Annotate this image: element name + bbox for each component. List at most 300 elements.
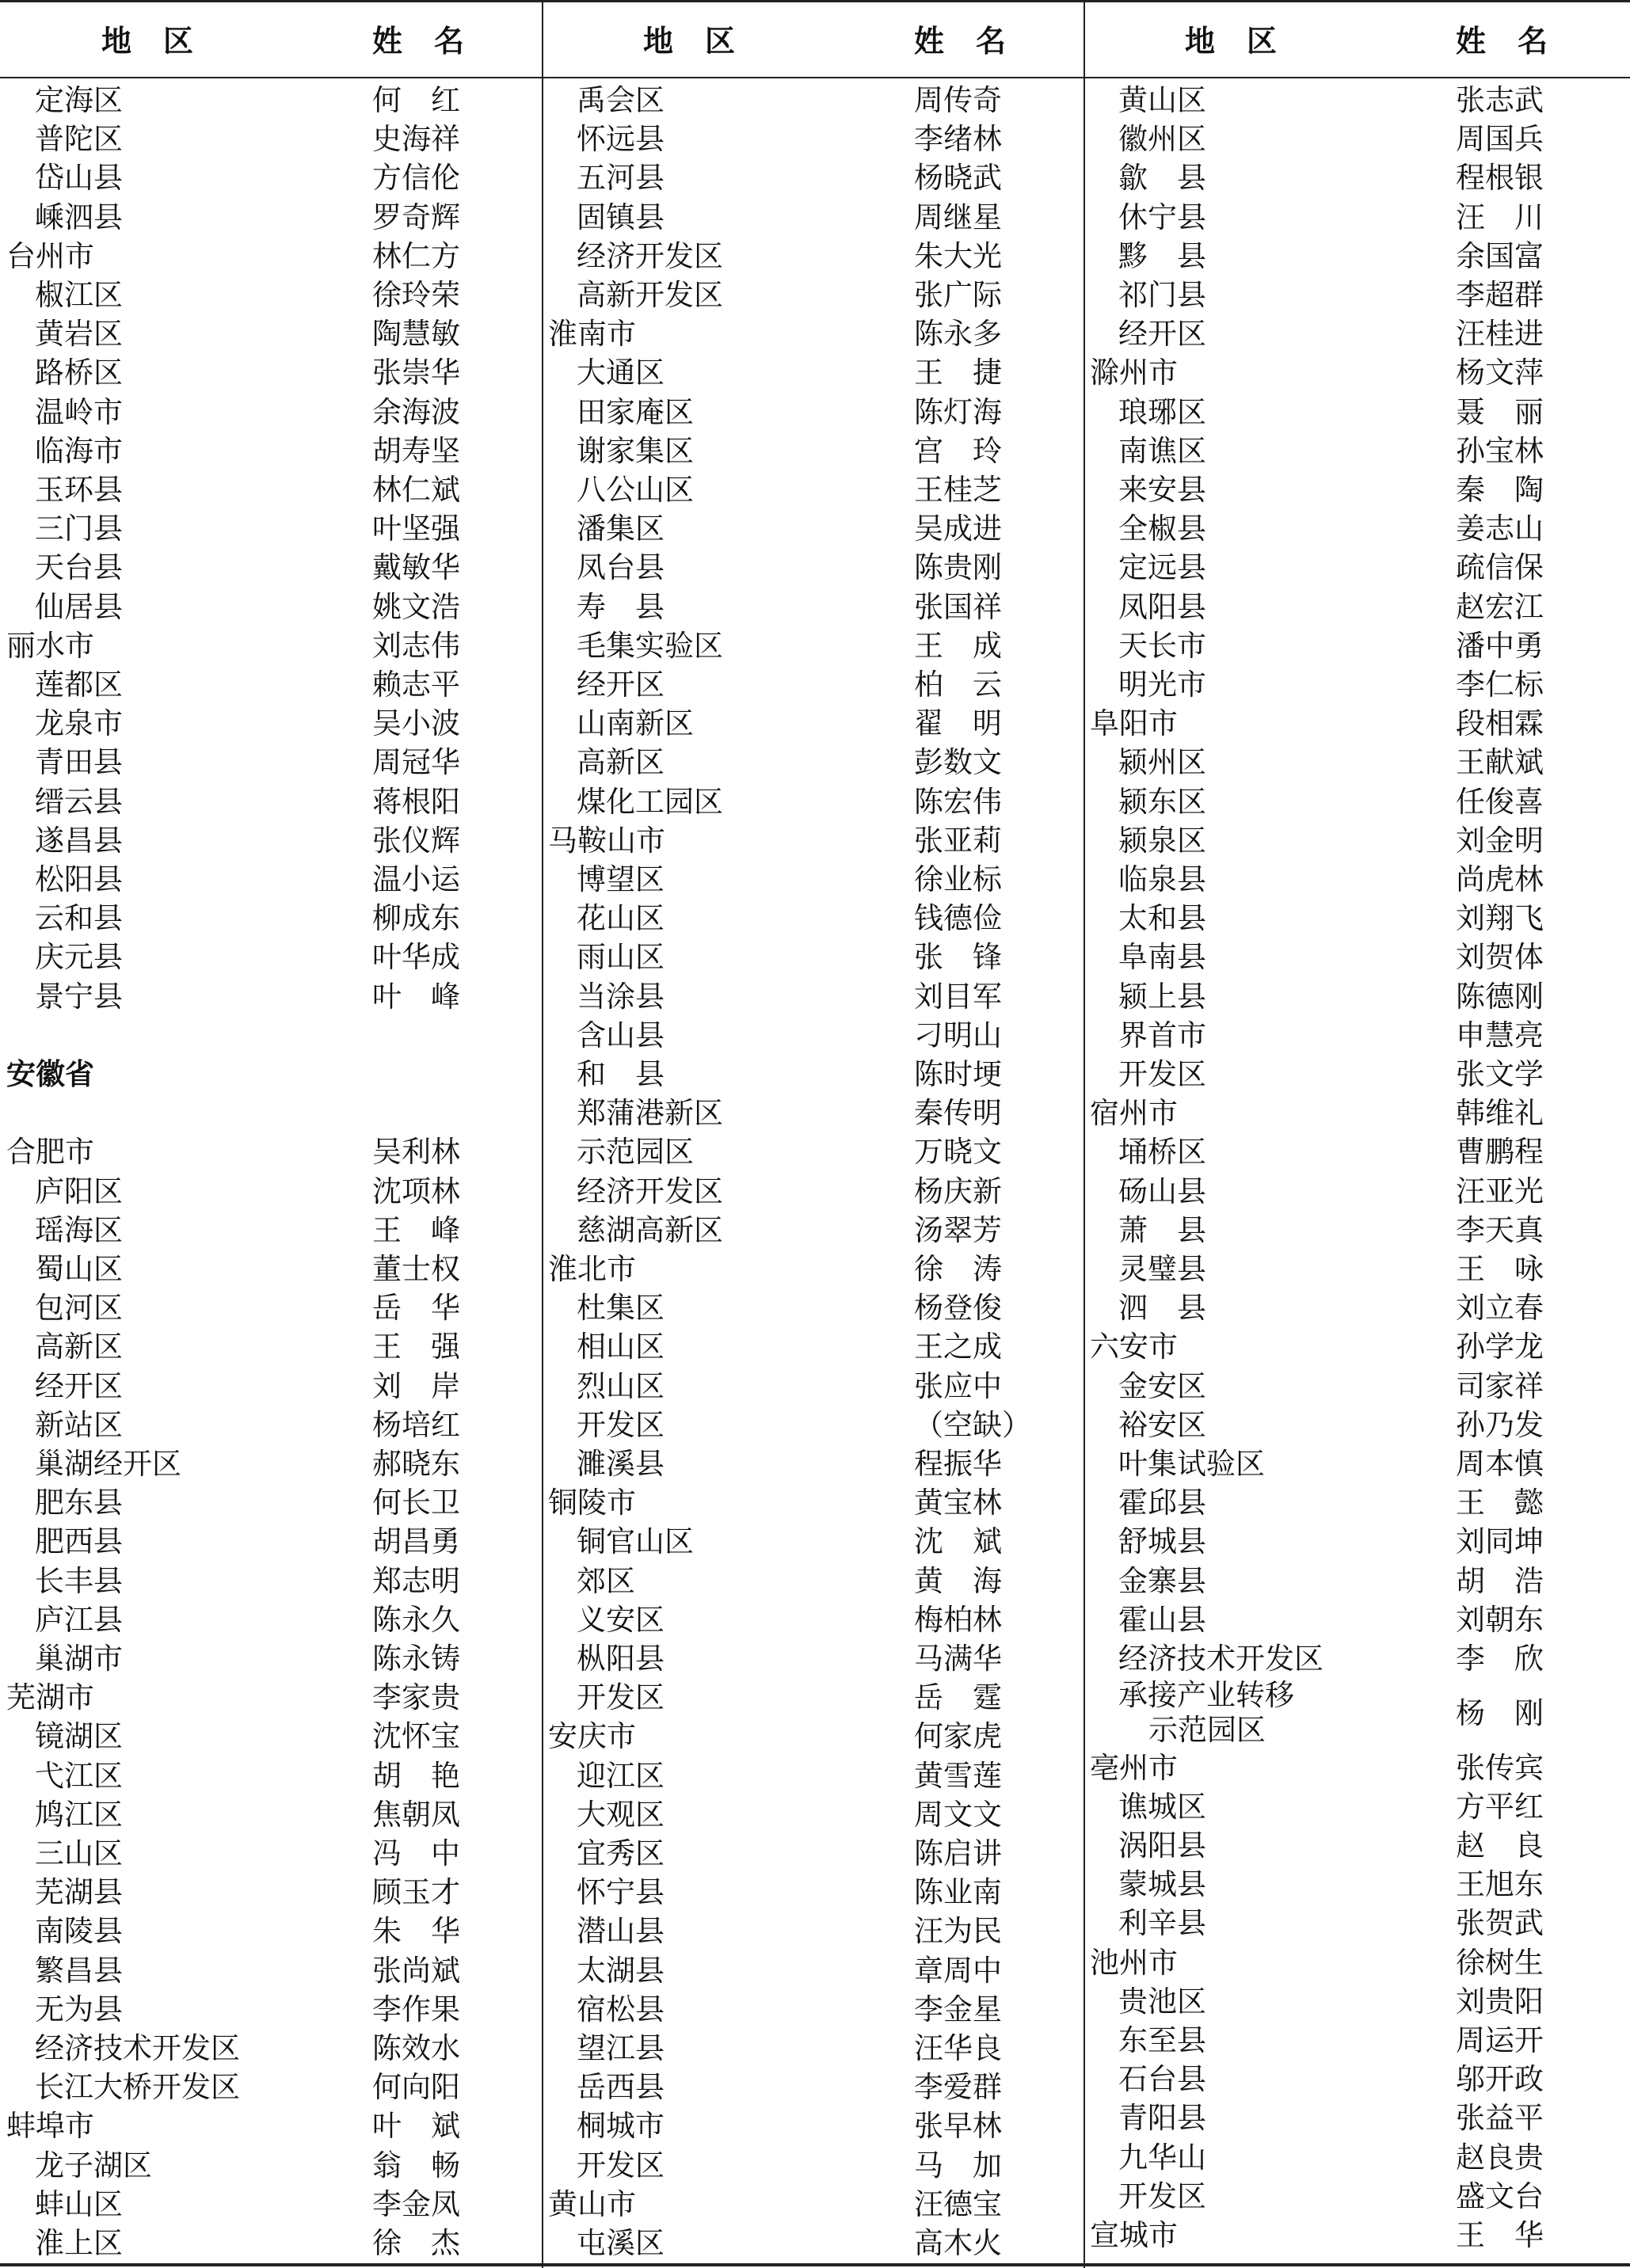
district-name: 遂昌县 xyxy=(35,823,123,858)
district-name: 青田县 xyxy=(35,745,123,780)
person-name: 柳成东 xyxy=(372,901,460,936)
person-name: 汪川 xyxy=(1456,200,1573,234)
district-name: 博望区 xyxy=(577,862,665,896)
person-name: 孙宝林 xyxy=(1456,433,1544,468)
city-name: 马鞍山市 xyxy=(548,823,665,858)
person-name: 陈德刚 xyxy=(1456,979,1544,1014)
person-name: 李家贵 xyxy=(372,1680,460,1715)
person-name: 汪桂进 xyxy=(1456,317,1544,352)
district-name: 长丰县 xyxy=(35,1563,123,1598)
district-name: 寿 县 xyxy=(577,589,665,624)
person-name: 何长卫 xyxy=(372,1486,460,1520)
person-name: 翁畅 xyxy=(372,2148,489,2182)
person-name: 赵宏江 xyxy=(1456,589,1544,624)
district-name: 九华山 xyxy=(1118,2140,1206,2175)
person-name: 何家虎 xyxy=(914,1719,1002,1754)
district-name: 涡阳县 xyxy=(1118,1828,1206,1863)
district-name: 屯溪区 xyxy=(577,2226,665,2260)
person-name: 王懿 xyxy=(1456,1486,1573,1520)
district-name: 凤台县 xyxy=(577,550,665,585)
district-name: 天长市 xyxy=(1118,628,1206,663)
city-name: 台州市 xyxy=(6,238,94,273)
district-name: 东至县 xyxy=(1118,2023,1206,2057)
person-name: 任俊喜 xyxy=(1456,784,1544,819)
person-name: 张崇华 xyxy=(372,356,460,390)
person-name: 陈宏伟 xyxy=(914,784,1002,819)
district-name: 铜官山区 xyxy=(577,1524,694,1559)
person-name: 程根银 xyxy=(1456,161,1544,196)
district-name: 迎江区 xyxy=(577,1758,665,1793)
person-name: 王咏 xyxy=(1456,1252,1573,1286)
district-name: 杜集区 xyxy=(577,1291,665,1326)
district-name: 鸠江区 xyxy=(35,1797,123,1832)
district-name: 花山区 xyxy=(577,901,665,936)
person-name: 何向阳 xyxy=(372,2070,460,2105)
person-name: 李天真 xyxy=(1456,1212,1544,1247)
person-name: 林仁方 xyxy=(372,238,460,273)
district-name: 八公山区 xyxy=(577,473,694,507)
person-name: 刘翔飞 xyxy=(1456,901,1544,936)
person-name: 焦朝凤 xyxy=(372,1797,460,1832)
person-name: 温小运 xyxy=(372,862,460,896)
district-name: 萧 县 xyxy=(1118,1212,1206,1247)
person-name: 陈灯海 xyxy=(914,394,1002,429)
district-name: 临海市 xyxy=(35,433,123,468)
person-name: 李欣 xyxy=(1456,1642,1573,1676)
person-name: 邬开政 xyxy=(1456,2062,1544,2097)
person-name: 翟明 xyxy=(914,706,1031,741)
district-name: 望江县 xyxy=(577,2031,665,2065)
city-name: 亳州市 xyxy=(1090,1750,1178,1785)
person-name: 余国富 xyxy=(1456,238,1544,273)
person-name: 沈斌 xyxy=(914,1524,1031,1559)
person-name: 周运开 xyxy=(1456,2023,1544,2057)
district-name: 天台县 xyxy=(35,550,123,585)
person-name: 汪德宝 xyxy=(914,2186,1002,2221)
person-name: 刘同坤 xyxy=(1456,1524,1544,1559)
person-name: 马加 xyxy=(914,2148,1031,2182)
district-name: 开发区 xyxy=(577,2148,665,2182)
person-name: 张贺武 xyxy=(1456,1906,1544,1941)
city-name: 阜阳市 xyxy=(1090,706,1178,741)
district-name: 蒙城县 xyxy=(1118,1867,1206,1902)
district-name: 黄岩区 xyxy=(35,317,123,352)
person-name: 汪亚光 xyxy=(1456,1174,1544,1208)
district-name: 莲都区 xyxy=(35,668,123,702)
person-name: 吴小波 xyxy=(372,706,460,741)
district-name: 灵璧县 xyxy=(1118,1252,1206,1286)
district-name: 怀宁县 xyxy=(577,1875,665,1910)
district-name: 镜湖区 xyxy=(35,1719,123,1754)
person-name: 张广际 xyxy=(914,278,1002,312)
district-name: 庐江县 xyxy=(35,1602,123,1637)
person-name: 陈启讲 xyxy=(914,1836,1002,1870)
district-name: 固镇县 xyxy=(577,200,665,234)
district-name: 肥西县 xyxy=(35,1524,123,1559)
person-name: 黄雪莲 xyxy=(914,1758,1002,1793)
district-name: 舒城县 xyxy=(1118,1524,1206,1559)
district-name: 温岭市 xyxy=(35,394,123,429)
district-name: 凤阳县 xyxy=(1118,589,1206,624)
column-divider-1 xyxy=(542,0,543,2268)
person-name: 史海祥 xyxy=(372,122,460,157)
district-name: 琅琊区 xyxy=(1118,394,1206,429)
person-name: 张应中 xyxy=(914,1368,1002,1403)
person-name: 万晓文 xyxy=(914,1135,1002,1170)
district-name: 颍泉区 xyxy=(1118,823,1206,858)
district-name: 宜秀区 xyxy=(577,1836,665,1870)
district-name: 郑蒲港新区 xyxy=(577,1096,723,1131)
district-name: 泗 县 xyxy=(1118,1291,1206,1326)
person-name: 张尚斌 xyxy=(372,1953,460,1988)
header-region-1: 地区 xyxy=(101,23,226,59)
district-name: 枞阳县 xyxy=(577,1642,665,1676)
district-name-line-2: 示范园区 xyxy=(1148,1713,1266,1748)
person-name: 张国祥 xyxy=(914,589,1002,624)
district-name: 阜南县 xyxy=(1118,940,1206,975)
person-name: 董士权 xyxy=(372,1252,460,1286)
district-name: 濉溪县 xyxy=(577,1447,665,1481)
district-name: 霍山县 xyxy=(1118,1602,1206,1637)
district-name: 郊区 xyxy=(577,1563,635,1598)
person-name: 潘中勇 xyxy=(1456,628,1544,663)
person-name: 陈永铸 xyxy=(372,1642,460,1676)
city-name: 丽水市 xyxy=(6,628,94,663)
district-name: 嵊泗县 xyxy=(35,200,123,234)
district-name: 当涂县 xyxy=(577,979,665,1014)
person-name: 高木火 xyxy=(914,2226,1002,2260)
province-heading: 安徽省 xyxy=(6,1056,94,1091)
district-name: 示范园区 xyxy=(577,1135,694,1170)
person-name: 刘贺体 xyxy=(1456,940,1544,975)
person-name: 刘志伟 xyxy=(372,628,460,663)
district-name: 巢湖市 xyxy=(35,1642,123,1676)
district-name: 霍邱县 xyxy=(1118,1486,1206,1520)
city-name: 铜陵市 xyxy=(548,1486,636,1520)
district-name: 开发区 xyxy=(1118,2179,1206,2213)
district-name: 毛集实验区 xyxy=(577,628,723,663)
person-name: 申慧亮 xyxy=(1456,1018,1544,1052)
person-name: 岳霆 xyxy=(914,1680,1031,1715)
person-name: 尚虎林 xyxy=(1456,862,1544,896)
person-name: 程振华 xyxy=(914,1447,1002,1481)
district-name: 庆元县 xyxy=(35,940,123,975)
district-name xyxy=(1118,1678,1294,1748)
person-name: 冯中 xyxy=(372,1836,489,1870)
person-name: 汤翠芳 xyxy=(914,1212,1002,1247)
person-name: 郑志明 xyxy=(372,1563,460,1598)
person-name: 陈时埂 xyxy=(914,1057,1002,1091)
district-name: 慈湖高新区 xyxy=(577,1212,723,1247)
header-rule xyxy=(0,77,1630,78)
district-name: 景宁县 xyxy=(35,979,123,1014)
column-divider-2 xyxy=(1083,0,1085,2268)
person-name: 聂丽 xyxy=(1456,394,1573,429)
district-name: 休宁县 xyxy=(1118,200,1206,234)
person-name: 曹鹏程 xyxy=(1456,1135,1544,1170)
district-name: 龙子湖区 xyxy=(35,2148,152,2182)
district-name: 包河区 xyxy=(35,1291,123,1326)
person-name: 马满华 xyxy=(914,1642,1002,1676)
person-name: 刘目军 xyxy=(914,979,1002,1014)
city-name: 芜湖市 xyxy=(6,1680,94,1715)
district-name: 相山区 xyxy=(577,1330,665,1364)
district-name: 岱山县 xyxy=(35,161,123,196)
district-name: 谢家集区 xyxy=(577,433,694,468)
city-name: 淮北市 xyxy=(548,1252,636,1286)
district-name: 新站区 xyxy=(35,1407,123,1442)
person-name: 郝晓东 xyxy=(372,1447,460,1481)
person-name: 林仁斌 xyxy=(372,473,460,507)
district-name: 高新开发区 xyxy=(577,278,723,312)
person-name: 杨刚 xyxy=(1456,1695,1573,1730)
person-name: 汪华良 xyxy=(914,2031,1002,2065)
person-name: 王捷 xyxy=(914,356,1031,390)
district-name: 繁昌县 xyxy=(35,1953,123,1988)
person-name: 余海波 xyxy=(372,394,460,429)
city-name: 滁州市 xyxy=(1090,356,1178,390)
person-name: 陈贵刚 xyxy=(914,550,1002,585)
person-name: 盛文台 xyxy=(1456,2179,1544,2213)
district-name: 金安区 xyxy=(1118,1368,1206,1403)
district-name: 无为县 xyxy=(35,1992,123,2026)
district-name: 潘集区 xyxy=(577,512,665,546)
district-name: 宿松县 xyxy=(577,1992,665,2026)
district-name: 烈山区 xyxy=(577,1368,665,1403)
person-name: 章周中 xyxy=(914,1953,1002,1988)
district-name: 经济技术开发区 xyxy=(35,2031,240,2065)
person-name: 李爱群 xyxy=(914,2070,1002,2105)
district-name: 松阳县 xyxy=(35,862,123,896)
person-name: 李超群 xyxy=(1456,278,1544,312)
district-name: 黄山区 xyxy=(1118,83,1206,117)
district-name: 蜀山区 xyxy=(35,1252,123,1286)
person-name: 张传宾 xyxy=(1456,1750,1544,1785)
district-name: 祁门县 xyxy=(1118,278,1206,312)
person-name: 孙学龙 xyxy=(1456,1330,1544,1364)
bottom-rule xyxy=(0,2263,1630,2266)
person-name: 顾玉才 xyxy=(372,1875,460,1910)
header-name-2: 姓名 xyxy=(914,23,1038,59)
district-name-line-1: 承接产业转移 xyxy=(1118,1678,1294,1713)
person-name: 叶斌 xyxy=(372,2109,489,2144)
district-name: 颍上县 xyxy=(1118,979,1206,1014)
city-name: 淮南市 xyxy=(548,317,636,352)
district-name: 砀山县 xyxy=(1118,1174,1206,1208)
person-name: 李作果 xyxy=(372,1992,460,2026)
district-name: 定远县 xyxy=(1118,550,1206,585)
district-name: 经开区 xyxy=(577,668,665,702)
person-name: 胡艳 xyxy=(372,1758,489,1793)
district-name: 缙云县 xyxy=(35,784,123,819)
person-name: 杨培红 xyxy=(372,1407,460,1442)
person-name: 梅柏林 xyxy=(914,1602,1002,1637)
person-name: 张仪辉 xyxy=(372,823,460,858)
district-name: 肥东县 xyxy=(35,1486,123,1520)
district-name: 三山区 xyxy=(35,1836,123,1870)
person-name: 姜志山 xyxy=(1456,512,1544,546)
person-name: 朱大光 xyxy=(914,238,1002,273)
person-name: 陈效水 xyxy=(372,2031,460,2065)
person-name: 杨文萍 xyxy=(1456,356,1544,390)
header-name-1: 姓名 xyxy=(372,23,497,59)
person-name: 杨登俊 xyxy=(914,1291,1002,1326)
person-name: 王之成 xyxy=(914,1330,1002,1364)
district-name: 义安区 xyxy=(577,1602,665,1637)
person-name: 胡寿坚 xyxy=(372,433,460,468)
district-name: 龙泉市 xyxy=(35,706,123,741)
person-name: 王强 xyxy=(372,1330,489,1364)
person-name: 杨庆新 xyxy=(914,1174,1002,1208)
city-name: 安庆市 xyxy=(548,1719,636,1754)
person-name: 刘朝东 xyxy=(1456,1602,1544,1637)
district-name: 椒江区 xyxy=(35,278,123,312)
person-name: 黄海 xyxy=(914,1563,1031,1598)
person-name: 钱德俭 xyxy=(914,901,1002,936)
district-name: 芜湖县 xyxy=(35,1875,123,1910)
district-name: 弋江区 xyxy=(35,1758,123,1793)
person-name: 张锋 xyxy=(914,940,1031,975)
district-name: 大观区 xyxy=(577,1797,665,1832)
district-name: 太和县 xyxy=(1118,901,1206,936)
person-name: （空缺） xyxy=(914,1407,1031,1442)
person-name: 宫玲 xyxy=(914,433,1031,468)
person-name: 徐玲荣 xyxy=(372,278,460,312)
header-region-2: 地区 xyxy=(643,23,767,59)
person-name: 刘金明 xyxy=(1456,823,1544,858)
district-name: 定海区 xyxy=(35,83,123,117)
district-name: 潜山县 xyxy=(577,1914,665,1949)
person-name: 张早林 xyxy=(914,2109,1002,2144)
district-name: 巢湖经开区 xyxy=(35,1447,181,1481)
person-name: 朱华 xyxy=(372,1914,489,1949)
district-name: 仙居县 xyxy=(35,589,123,624)
person-name: 周文文 xyxy=(914,1797,1002,1832)
person-name: 王峰 xyxy=(372,1212,489,1247)
district-name: 经济技术开发区 xyxy=(1118,1642,1323,1676)
district-name: 山南新区 xyxy=(577,706,694,741)
district-name: 岳西县 xyxy=(577,2070,665,2105)
person-name: 疏信保 xyxy=(1456,550,1544,585)
district-name: 金寨县 xyxy=(1118,1563,1206,1598)
person-name: 赵良 xyxy=(1456,1828,1573,1863)
person-name: 吴成进 xyxy=(914,512,1002,546)
city-name: 宣城市 xyxy=(1090,2218,1178,2252)
district-name: 叶集试验区 xyxy=(1118,1447,1265,1481)
district-name: 经济开发区 xyxy=(577,1174,723,1208)
person-name: 叶峰 xyxy=(372,979,489,1014)
person-name: 秦陶 xyxy=(1456,473,1573,507)
person-name: 吴利林 xyxy=(372,1135,460,1170)
person-name: 姚文浩 xyxy=(372,589,460,624)
person-name: 蒋根阳 xyxy=(372,784,460,819)
district-name: 利辛县 xyxy=(1118,1906,1206,1941)
district-name: 太湖县 xyxy=(577,1953,665,1988)
person-name: 段相霖 xyxy=(1456,706,1544,741)
district-name: 南谯区 xyxy=(1118,433,1206,468)
district-name: 雨山区 xyxy=(577,940,665,975)
district-name: 贵池区 xyxy=(1118,1984,1206,2019)
district-name: 和 县 xyxy=(577,1057,665,1091)
person-name: 刘岸 xyxy=(372,1368,489,1403)
person-name: 柏云 xyxy=(914,668,1031,702)
person-name: 岳华 xyxy=(372,1291,489,1326)
person-name: 李仁标 xyxy=(1456,668,1544,702)
district-name: 桐城市 xyxy=(577,2109,665,2144)
person-name: 彭数文 xyxy=(914,745,1002,780)
city-name: 合肥市 xyxy=(6,1135,94,1170)
person-name: 徐杰 xyxy=(372,2226,489,2260)
district-name: 全椒县 xyxy=(1118,512,1206,546)
district-name: 黟 县 xyxy=(1118,238,1206,273)
person-name: 汪为民 xyxy=(914,1914,1002,1949)
person-name: 司家祥 xyxy=(1456,1368,1544,1403)
city-name: 黄山市 xyxy=(548,2186,636,2221)
person-name: 赵良贵 xyxy=(1456,2140,1544,2175)
district-name: 颍州区 xyxy=(1118,745,1206,780)
person-name: 张亚莉 xyxy=(914,823,1002,858)
district-name: 禹会区 xyxy=(577,83,665,117)
person-name: 王桂芝 xyxy=(914,473,1002,507)
person-name: 方信伦 xyxy=(372,161,460,196)
district-name: 徽州区 xyxy=(1118,122,1206,157)
person-name: 陈永久 xyxy=(372,1602,460,1637)
district-name: 淮上区 xyxy=(35,2226,123,2260)
district-name: 埇桥区 xyxy=(1118,1135,1206,1170)
person-name: 周冠华 xyxy=(372,745,460,780)
district-name: 临泉县 xyxy=(1118,862,1206,896)
district-name: 三门县 xyxy=(35,512,123,546)
district-name: 石台县 xyxy=(1118,2062,1206,2097)
district-name: 南陵县 xyxy=(35,1914,123,1949)
person-name: 韩维礼 xyxy=(1456,1096,1544,1131)
person-name: 周国兵 xyxy=(1456,122,1544,157)
district-name: 蚌山区 xyxy=(35,2186,123,2221)
person-name: 徐涛 xyxy=(914,1252,1031,1286)
district-name: 歙 县 xyxy=(1118,161,1206,196)
district-name: 玉环县 xyxy=(35,473,123,507)
district-name: 普陀区 xyxy=(35,122,123,157)
person-name: 周本慎 xyxy=(1456,1447,1544,1481)
district-name: 谯城区 xyxy=(1118,1789,1206,1824)
person-name: 黄宝林 xyxy=(914,1486,1002,1520)
person-name: 周继星 xyxy=(914,200,1002,234)
district-name: 来安县 xyxy=(1118,473,1206,507)
person-name: 秦传明 xyxy=(914,1096,1002,1131)
district-name: 高新区 xyxy=(577,745,665,780)
top-rule xyxy=(0,0,1630,2)
city-name: 池州市 xyxy=(1090,1945,1178,1980)
district-name: 经开区 xyxy=(35,1368,123,1403)
person-name: 方平红 xyxy=(1456,1789,1544,1824)
person-name: 胡浩 xyxy=(1456,1563,1573,1598)
person-name: 叶华成 xyxy=(372,940,460,975)
person-name: 叶坚强 xyxy=(372,512,460,546)
district-name: 路桥区 xyxy=(35,356,123,390)
person-name: 李金星 xyxy=(914,1992,1002,2026)
district-name: 高新区 xyxy=(35,1330,123,1364)
person-name: 徐树生 xyxy=(1456,1945,1544,1980)
person-name: 王旭东 xyxy=(1456,1867,1544,1902)
person-name: 杨晓武 xyxy=(914,161,1002,196)
person-name: 张志武 xyxy=(1456,83,1544,117)
city-name: 六安市 xyxy=(1090,1330,1178,1364)
district-name: 五河县 xyxy=(577,161,665,196)
person-name: 陶慧敏 xyxy=(372,317,460,352)
district-name: 开发区 xyxy=(577,1680,665,1715)
person-name: 刁明山 xyxy=(914,1018,1002,1052)
district-name: 开发区 xyxy=(577,1407,665,1442)
